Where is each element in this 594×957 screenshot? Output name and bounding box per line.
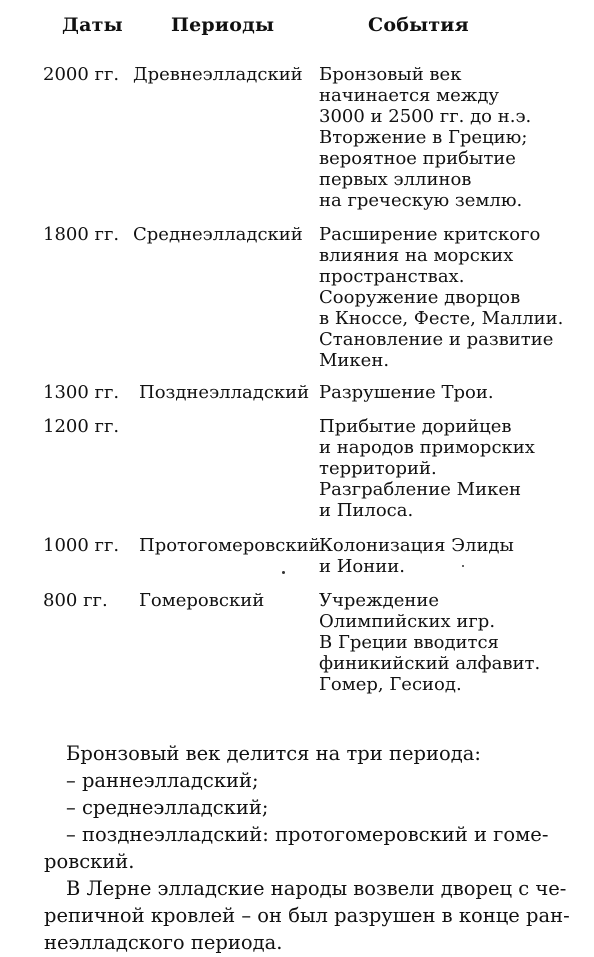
event-line: Олимпийских игр. [319, 611, 496, 632]
event-line: Прибытие дорийцев [319, 416, 512, 437]
row-events [319, 224, 589, 371]
event-line: начинается между [319, 85, 500, 106]
prose-line: ровский. [44, 850, 135, 873]
event-line: Разграбление Микен [319, 479, 521, 500]
row-events [319, 382, 589, 403]
prose-line: неэлладского периода. [44, 931, 283, 954]
event-line: и Пилоса. [319, 500, 414, 521]
event-line: Расширение критского [319, 224, 541, 245]
event-line: Микен. [319, 350, 390, 371]
row-period: Среднеэлладский [133, 224, 303, 245]
event-line: и Ионии. [319, 556, 405, 577]
header-events: События [368, 14, 469, 36]
prose-line: В Лерне элладские народы возвели дворец с че- [66, 877, 567, 900]
header-periods: Периоды [171, 14, 275, 36]
prose-line: – среднеэлладский; [66, 796, 269, 819]
row-date: 2000 гг. [43, 64, 120, 85]
event-line: Гомер, Гесиод. [319, 674, 462, 695]
row-period: Протогомеровский [139, 535, 321, 556]
event-line: 3000 и 2500 гг. до н.э. [319, 106, 532, 127]
event-line: территорий. [319, 458, 437, 479]
event-line: Колонизация Элиды [319, 535, 514, 556]
event-line: Сооружение дворцов [319, 287, 521, 308]
row-events [319, 64, 589, 211]
row-date: 1300 гг. [43, 382, 120, 403]
row-events [319, 416, 589, 521]
event-line: финикийский алфавит. [319, 653, 541, 674]
event-line: Вторжение в Грецию; [319, 127, 528, 148]
event-line: В Греции вводится [319, 632, 499, 653]
event-line: влияния на морских [319, 245, 514, 266]
row-date: 1800 гг. [43, 224, 120, 245]
row-date: 1000 гг. [43, 535, 120, 556]
event-line: Бронзовый век [319, 64, 462, 85]
row-period: Древнеэлладский [133, 64, 303, 85]
header-dates: Даты [62, 14, 123, 36]
event-line: пространствах. [319, 266, 465, 287]
row-period: Позднеэлладский [139, 382, 310, 403]
event-line: вероятное прибытие [319, 148, 516, 169]
scan-speck [462, 565, 464, 567]
row-events [319, 590, 589, 695]
row-period: Гомеровский [139, 590, 265, 611]
scan-speck [282, 571, 285, 574]
row-events [319, 535, 589, 577]
row-date: 800 гг. [43, 590, 108, 611]
event-line: в Кноссе, Фесте, Маллии. [319, 308, 564, 329]
prose-line: репичной кровлей – он был разрушен в конце ран- [44, 904, 570, 927]
event-line: и народов приморских [319, 437, 535, 458]
event-line: Становление и развитие [319, 329, 554, 350]
row-date: 1200 гг. [43, 416, 120, 437]
event-line: на греческую землю. [319, 190, 523, 211]
prose-line: Бронзовый век делится на три периода: [66, 742, 481, 765]
event-line: первых эллинов [319, 169, 472, 190]
event-line: Учреждение [319, 590, 440, 611]
prose-line: – раннеэлладский; [66, 769, 259, 792]
prose-line: – позднеэлладский: протогомеровский и гоме- [66, 823, 549, 846]
event-line: Разрушение Трои. [319, 382, 494, 403]
body-text [44, 740, 570, 956]
